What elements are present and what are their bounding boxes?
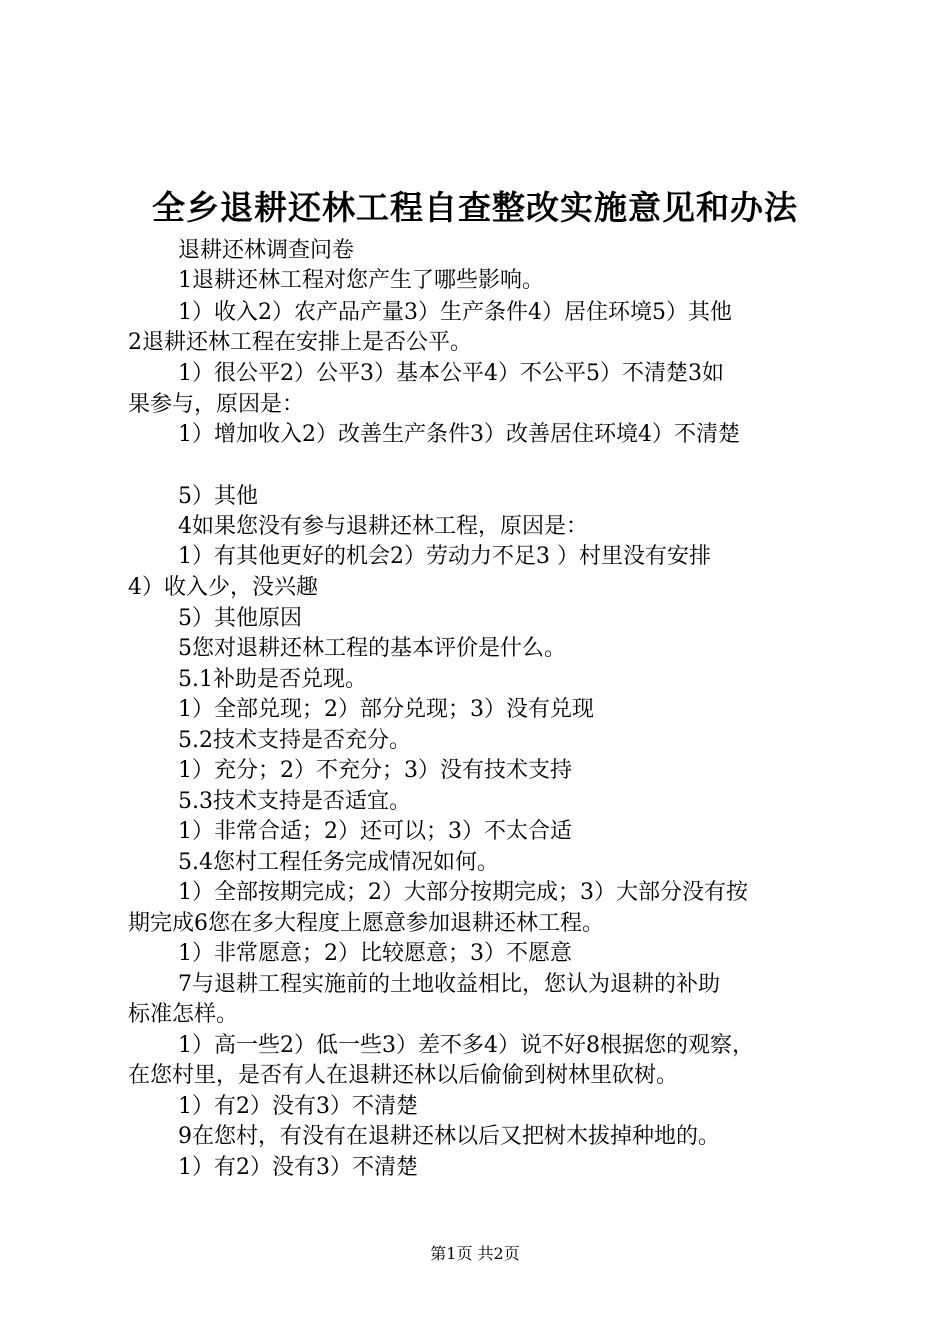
document-title: 全乡退耕还林工程自查整改实施意见和办法 bbox=[152, 188, 798, 227]
text-line: 5您对退耕还林工程的基本评价是什么。 bbox=[178, 636, 566, 661]
text-line: 7与退耕工程实施前的土地收益相比，您认为退耕的补助 bbox=[178, 972, 720, 997]
text-line: 1）增加收入2）改善生产条件3）改善居住环境4）不清楚 bbox=[178, 422, 740, 447]
page-number-footer: 第1页 共2页 bbox=[430, 1244, 520, 1263]
text-line: 1）全部按期完成；2）大部分按期完成；3）大部分没有按 bbox=[178, 880, 748, 905]
text-line: 1）有2）没有3）不清楚 bbox=[178, 1155, 418, 1180]
text-line: 4）收入少，没兴趣 bbox=[128, 575, 318, 600]
text-line: 1）高一些2）低一些3）差不多4）说不好8根据您的观察， bbox=[178, 1033, 754, 1058]
text-line: 1）充分；2）不充分；3）没有技术支持 bbox=[178, 758, 572, 783]
text-line: 5）其他原因 bbox=[178, 606, 302, 631]
text-line: 1退耕还林工程对您产生了哪些影响。 bbox=[178, 268, 544, 293]
text-line: 1）全部兑现；2）部分兑现；3）没有兑现 bbox=[178, 697, 594, 722]
text-line: 5.1补助是否兑现。 bbox=[178, 667, 367, 692]
text-line: 期完成6您在多大程度上愿意参加退耕还林工程。 bbox=[128, 911, 604, 936]
text-line: 1）很公平2）公平3）基本公平4）不公平5）不清楚3如 bbox=[178, 361, 724, 386]
text-line: 5）其他 bbox=[178, 484, 258, 509]
text-line: 1）非常合适；2）还可以；3）不太合适 bbox=[178, 819, 572, 844]
text-line: 1）有其他更好的机会2）劳动力不足3 ）村里没有安排 bbox=[178, 544, 711, 569]
text-line: 1）非常愿意；2）比较愿意；3）不愿意 bbox=[178, 941, 572, 966]
text-line: 2退耕还林工程在安排上是否公平。 bbox=[128, 330, 472, 355]
text-line: 1）收入2）农产品产量3）生产条件4）居住环境5）其他 bbox=[178, 300, 732, 325]
text-line: 1）有2）没有3）不清楚 bbox=[178, 1094, 418, 1119]
text-line: 9在您村，有没有在退耕还林以后又把树木拔掉种地的。 bbox=[178, 1124, 720, 1149]
text-line: 退耕还林调查问卷 bbox=[178, 238, 355, 263]
text-line: 果参与，原因是： bbox=[128, 392, 305, 417]
text-line: 5.2技术支持是否充分。 bbox=[178, 728, 411, 753]
text-line: 在您村里，是否有人在退耕还林以后偷偷到树林里砍树。 bbox=[128, 1063, 679, 1088]
text-line: 4如果您没有参与退耕还林工程，原因是： bbox=[178, 514, 588, 539]
text-line: 5.4您村工程任务完成情况如何。 bbox=[178, 850, 499, 875]
text-line: 标准怎样。 bbox=[128, 1002, 239, 1027]
text-line: 5.3技术支持是否适宜。 bbox=[178, 789, 411, 814]
